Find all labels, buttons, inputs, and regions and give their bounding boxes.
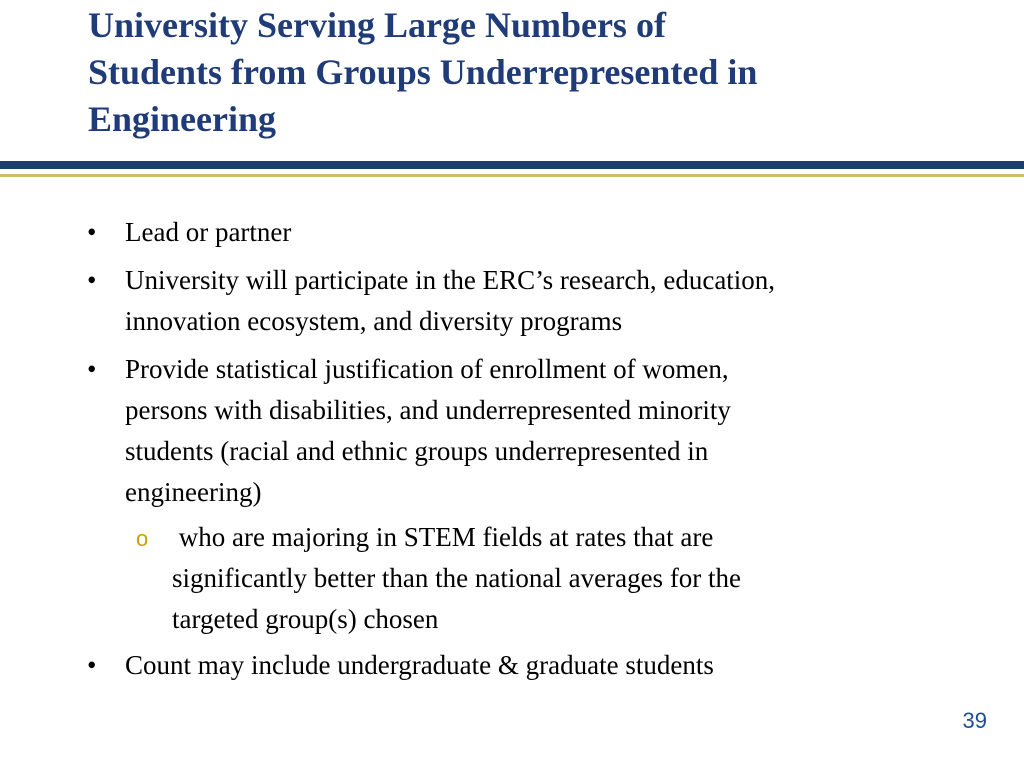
bullet-text: Count may include undergraduate & graduate students [125,650,714,680]
bullet-text: innovation ecosystem, and diversity programs [125,306,623,336]
bullet-marker: • [87,354,97,384]
title-line: Students from Groups Underrepresented in [88,52,758,92]
bullet-text: Provide statistical justification of enrollment of women, [125,354,729,384]
bullet-text: persons with disabilities, and underrepresented minority [125,395,731,425]
slide-title [88,2,968,143]
bullet-item [0,645,1024,686]
bullet-item [0,212,1024,253]
bullet-text: engineering) [125,477,262,507]
bullet-text: University will participate in the ERC’s research, education, [125,265,776,295]
sub-bullet-text: who are majoring in STEM fields at rates that are [172,522,714,552]
page-number: 39 [962,708,987,733]
bullet-marker: • [87,650,97,680]
bullet-marker: • [87,217,97,247]
bullet-text: Lead or partner [125,217,292,247]
title-line: University Serving Large Numbers of [88,5,666,45]
title-divider-gold [0,174,1024,177]
bullet-item [0,349,1024,513]
bullet-list [0,212,1024,693]
title-divider-blue [0,161,1024,169]
sub-bullet-item [0,517,1024,640]
title-line: Engineering [88,99,277,139]
sub-bullet-text: targeted group(s) chosen [172,604,439,634]
sub-bullet-text: significantly better than the national averages for the [172,563,742,593]
sub-bullet-marker: o [136,526,149,551]
bullet-text: students (racial and ethnic groups underrepresented in [125,436,709,466]
bullet-marker: • [87,265,97,295]
bullet-item [0,260,1024,342]
